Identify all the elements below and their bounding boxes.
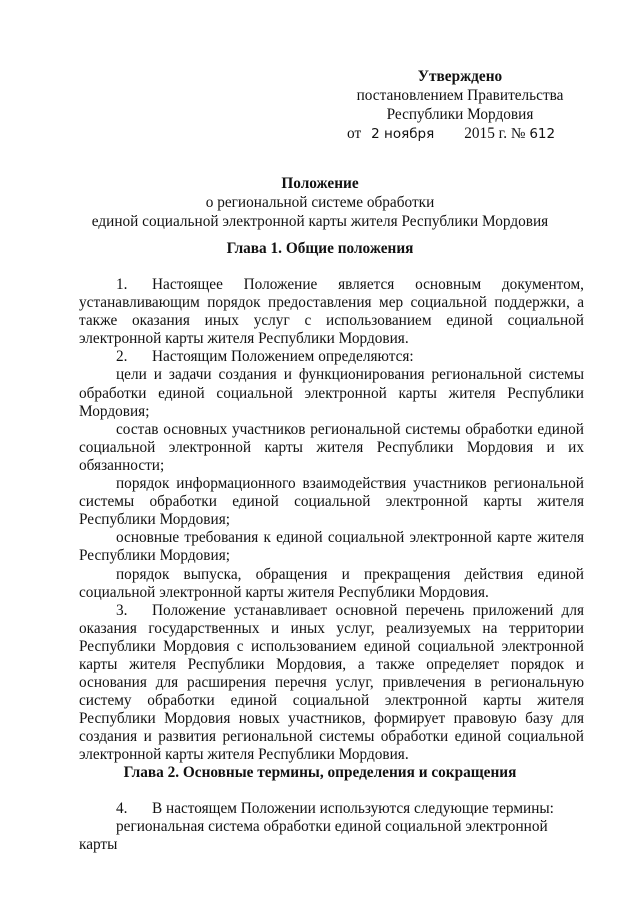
title-line-1: о региональной системе обработки [205,194,435,211]
document-title [0,174,640,231]
list-item: состав основных участников региональной системы обработки единой социальной электронной карты жителя Республики Мордовия и их обязанности; [79,420,584,474]
approval-day: 2 ноября [371,126,435,142]
approval-from: от [347,125,362,142]
approval-number-sign: № [510,125,526,142]
approval-date-line [340,124,580,144]
approval-year: 2015 г. [464,125,508,142]
chapter-2-body [79,800,584,854]
list-item: цели и задачи создания и функционирования региональной системы обработки единой социальной электронной карты жителя Республики Мордовия; [79,366,584,420]
chapter-1-body [79,276,584,765]
list-item: порядок выпуска, обращения и прекращения действия единой социальной электронной карты жителя Республики Мордовия. [79,565,584,601]
approval-title: Утверждено [417,68,503,85]
paragraph-3: 3. Положение устанавливает основной перечень приложений для оказания государственных и иных услуг, реализуемых на территории Республики Мордовия с использованием единой социальной электронной карты жителя Республики Мордовия, а также определяет порядок и основания для расширения перечня услуг, привлечения в региональную систему обработки единой социальной электронной карты жителя Республики Мордовия новых участников, формирует правовую базу для создания и развития региональной системы обработки единой социальной электронной карты жителя Республики Мордовия. [79,601,584,764]
title-heading: Положение [281,175,359,192]
chapter-2-heading: Глава 2. Основные термины, определения и сокращения [123,764,517,781]
paragraph-4-continuation: региональная система обработки единой социальной электронной карты [79,818,548,854]
paragraph-2: 2. Настоящим Положением определяются: [116,348,414,366]
list-item: порядок информационного взаимодействия участников региональной системы обработки единой социальной электронной карты жителя Республики Мордовия; [79,475,584,529]
list-item: основные требования к единой социальной электронной карте жителя Республики Мордовия; [79,529,584,565]
chapter-1-heading: Глава 1. Общие положения [226,240,414,257]
approval-line-1: постановлением Правительства [356,87,564,104]
approval-stamp [340,67,580,144]
approval-line-2: Республики Мордовия [386,106,534,123]
approval-number: 612 [529,126,556,142]
paragraph-4: 4. В настоящем Положении используются следующие термины: [116,800,554,817]
paragraph-1: 1. Настоящее Положение является основным документом, устанавливающим порядок предоставления мер социальной поддержки, а также оказания иных услуг с использованием единой социальной электронной карты жителя Республики Мордовия. [79,276,584,348]
title-line-2: единой социальной электронной карты жителя Республики Мордовия [91,213,549,230]
